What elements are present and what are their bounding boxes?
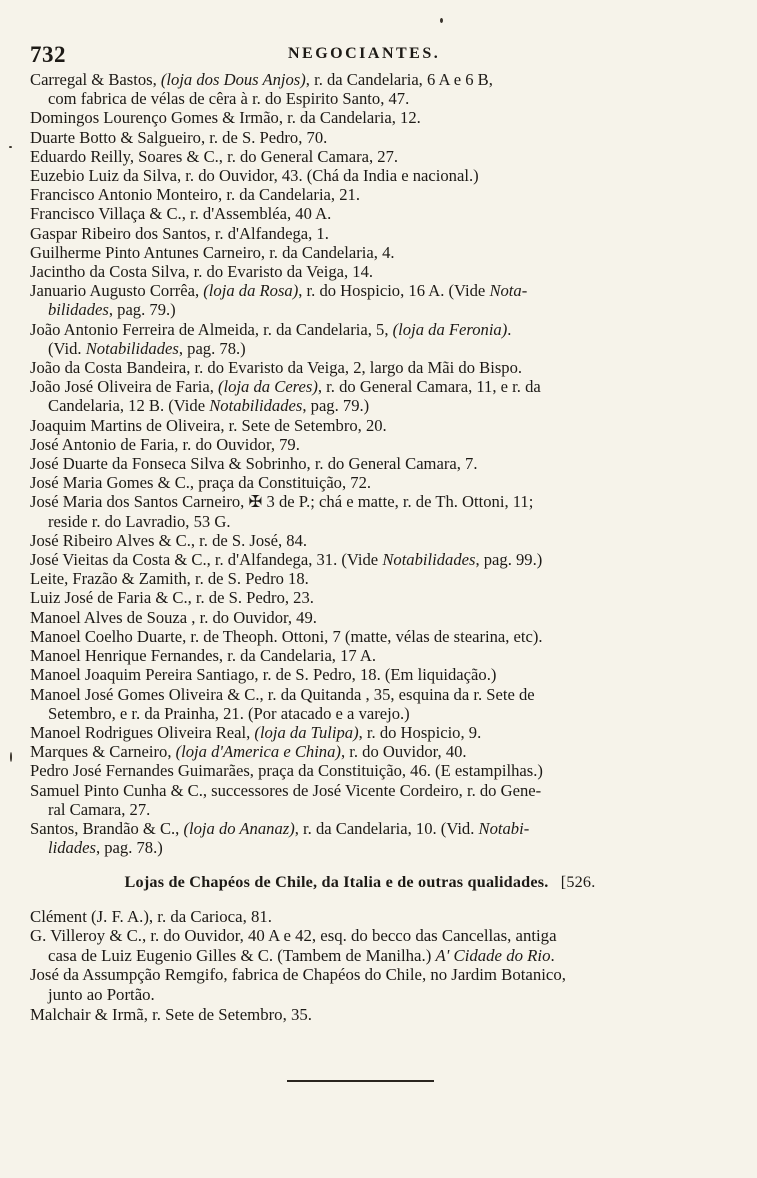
entry-italic-text: (loja dos Dous Anjos) (160, 70, 306, 89)
entry-line (30, 1005, 690, 1025)
entry-text: Clément (J. F. A.), r. da Carioca, 81. (30, 906, 272, 926)
page-header (30, 42, 690, 68)
entry-line (30, 396, 690, 415)
entry-line (30, 320, 690, 339)
entry-line (30, 128, 690, 147)
entry-line (30, 416, 690, 435)
entry-line (30, 147, 690, 166)
entry-line (30, 723, 690, 742)
entry-text: Santos, Brandão & C., (30, 818, 184, 838)
entry-text: Euzebio Luiz da Silva, r. do Ouvidor, 43. (Chá da India e nacional.) (30, 166, 479, 186)
directory-listing (30, 70, 690, 1024)
entry-text: G. Villeroy & C., r. do Ouvidor, 40 A e 42, esq. do becco das Cancellas, antiga (30, 926, 557, 946)
entry-text: , r. do Hospicio, 16 A. (Vide (298, 281, 490, 301)
ink-speck (440, 18, 443, 23)
entry-line (30, 985, 690, 1005)
entry-text: Guilherme Pinto Antunes Carneiro, r. da Candelaria, 4. (30, 242, 395, 262)
entry-line (30, 89, 690, 108)
entry-italic-text: (loja da Ceres) (218, 377, 318, 397)
entry-text: Carregal & Bastos, (30, 70, 161, 89)
entry-text: Manoel Alves de Souza , r. do Ouvidor, 49. (30, 607, 317, 627)
entry-line (30, 281, 690, 300)
section-number: [526. (560, 873, 596, 892)
entry-line (30, 224, 690, 243)
entry-italic-text: (loja do Ananaz) (183, 818, 295, 838)
entry-text: José Maria dos Santos Carneiro, ✠ 3 de P.; chá e matte, r. de Th. Ottoni, 11; (30, 492, 534, 512)
entry-text: José Maria Gomes & C., praça da Constituição, 72. (30, 473, 372, 493)
entry-line (30, 907, 690, 927)
entry-text: João da Costa Bandeira, r. do Evaristo da Veiga, 2, largo da Mãi do Bispo. (30, 358, 523, 378)
entry-text: José da Assumpção Remgifo, fabrica de Chapéos do Chile, no Jardim Botanico, (30, 965, 566, 985)
entry-line (30, 646, 690, 665)
entry-text: , pag. 99.) (475, 550, 543, 570)
entry-text: , pag. 78.) (178, 338, 246, 358)
hat-shop-list (30, 907, 690, 1025)
entry-line (30, 473, 690, 492)
entry-line (30, 550, 690, 569)
entry-text: José Duarte da Fonseca Silva & Sobrinho, r. do General Camara, 7. (30, 454, 478, 474)
entry-italic-text: (loja da Tulipa) (254, 722, 359, 742)
ink-speck (9, 146, 12, 148)
entry-text: ral Camara, 27. (48, 799, 151, 819)
entry-text: Candelaria, 12 B. (Vide (48, 396, 210, 416)
entry-italic-text: lidades (48, 838, 96, 858)
entry-text: Francisco Villaça & C., r. d'Assembléa, 40 A. (30, 204, 332, 224)
entry-line (30, 627, 690, 646)
entry-line (30, 531, 690, 550)
entry-line (30, 204, 690, 223)
entry-line (30, 800, 690, 819)
running-head: NEGOCIANTES. (288, 45, 441, 62)
section-title: Lojas de Chapéos de Chile, da Italia e de outras qualidades. (124, 873, 549, 892)
entry-italic-text: (loja d'America e China) (175, 742, 341, 762)
entry-text: reside r. do Lavradio, 53 G. (48, 511, 231, 531)
entry-text: com fabrica de vélas de cêra à r. do Espirito Santo, 47. (48, 89, 410, 109)
entry-text: José Ribeiro Alves & C., r. de S. José, 84. (30, 530, 308, 550)
section-heading (30, 873, 690, 892)
entry-text: Pedro José Fernandes Guimarães, praça da Constituição, 46. (E estampilhas.) (30, 761, 543, 781)
entry-line (30, 665, 690, 684)
page-number: 732 (30, 42, 66, 67)
entry-text: , r. do Ouvidor, 40. (340, 742, 467, 762)
entry-line (30, 166, 690, 185)
entry-italic-text: Nota- (489, 281, 528, 301)
entry-text: , pag. 79.) (302, 396, 370, 416)
entry-line (30, 685, 690, 704)
entry-line (30, 492, 690, 511)
entry-text: , r. do Hospicio, 9. (358, 722, 482, 742)
entry-italic-text: Notabilidades (382, 550, 476, 570)
entry-line (30, 70, 690, 89)
entry-italic-text: (loja da Feronia) (392, 319, 508, 339)
entry-line (30, 300, 690, 319)
entry-line (30, 512, 690, 531)
entry-italic-text: Notabi- (478, 818, 530, 838)
entry-line (30, 358, 690, 377)
entry-line (30, 185, 690, 204)
entry-text: Manoel Coelho Duarte, r. de Theoph. Ottoni, 7 (matte, vélas de stearina, etc). (30, 626, 543, 646)
entry-text: , r. do General Camara, 11, e r. da (317, 377, 541, 397)
entry-text: Malchair & Irmã, r. Sete de Setembro, 35. (30, 1004, 312, 1024)
entry-italic-text: A' Cidade do Rio (435, 945, 551, 965)
entry-text: Samuel Pinto Cunha & C., successores de José Vicente Cordeiro, r. do Gene- (30, 780, 542, 800)
entry-text: Gaspar Ribeiro dos Santos, r. d'Alfandega, 1. (30, 223, 329, 243)
entry-text: Eduardo Reilly, Soares & C., r. do General Camara, 27. (30, 146, 399, 166)
entry-line (30, 819, 690, 838)
entry-text: Marques & Carneiro, (30, 742, 176, 762)
entry-text: Francisco Antonio Monteiro, r. da Candelaria, 21. (30, 185, 360, 205)
entry-text: Manoel Joaquim Pereira Santiago, r. de S. Pedro, 18. (Em liquidação.) (30, 665, 497, 685)
merchant-list (30, 70, 690, 857)
entry-text: . (550, 945, 555, 965)
entry-line (30, 243, 690, 262)
entry-text: , r. da Candelaria, 10. (Vid. (294, 818, 479, 838)
entry-text: Manoel José Gomes Oliveira & C., r. da Quitanda , 35, esquina da r. Sete de (30, 684, 535, 704)
entry-line (30, 704, 690, 723)
entry-text: . (507, 319, 512, 339)
entry-italic-text: Notabilidades (85, 338, 179, 358)
entry-line (30, 454, 690, 473)
entry-line (30, 262, 690, 281)
entry-text: , pag. 78.) (95, 838, 163, 858)
entry-italic-text: (loja da Rosa) (203, 281, 299, 301)
entry-line (30, 377, 690, 396)
entry-text: João José Oliveira de Faria, (30, 377, 219, 397)
entry-text: junto ao Portão. (48, 984, 155, 1004)
entry-line (30, 781, 690, 800)
entry-text: José Vieitas da Costa & C., r. d'Alfandega, 31. (Vide (30, 550, 383, 570)
entry-line (30, 838, 690, 857)
entry-line (30, 946, 690, 966)
entry-text: , pag. 79.) (108, 300, 176, 320)
entry-line (30, 588, 690, 607)
entry-text: Duarte Botto & Salgueiro, r. de S. Pedro, 70. (30, 127, 328, 147)
entry-line (30, 339, 690, 358)
entry-italic-text: Notabilidades (209, 396, 303, 416)
entry-text: Manoel Henrique Fernandes, r. da Candelaria, 17 A. (30, 646, 377, 666)
entry-line (30, 761, 690, 780)
entry-text: Joaquim Martins de Oliveira, r. Sete de Setembro, 20. (30, 415, 387, 435)
entry-text: Leite, Frazão & Zamith, r. de S. Pedro 18. (30, 569, 309, 589)
entry-line (30, 435, 690, 454)
entry-text: Domingos Lourenço Gomes & Irmão, r. da Candelaria, 12. (30, 108, 421, 128)
entry-text: casa de Luiz Eugenio Gilles & C. (Tambem de Manilha.) (48, 945, 436, 965)
entry-text: Jacintho da Costa Silva, r. do Evaristo da Veiga, 14. (30, 262, 374, 282)
entry-line (30, 608, 690, 627)
entry-line (30, 965, 690, 985)
entry-text: (Vid. (48, 338, 86, 358)
entry-text: Setembro, e r. da Prainha, 21. (Por atacado e a varejo.) (48, 703, 410, 723)
closing-rule (287, 1080, 434, 1082)
entry-line (30, 108, 690, 127)
ink-speck (10, 752, 12, 762)
entry-text: , r. da Candelaria, 6 A e 6 B, (305, 70, 493, 89)
entry-text: Manoel Rodrigues Oliveira Real, (30, 722, 255, 742)
entry-text: Luiz José de Faria & C., r. de S. Pedro, 23. (30, 588, 314, 608)
entry-line (30, 569, 690, 588)
entry-line (30, 926, 690, 946)
entry-line (30, 742, 690, 761)
entry-italic-text: bilidades (48, 300, 109, 320)
entry-text: José Antonio de Faria, r. do Ouvidor, 79. (30, 434, 300, 454)
entry-text: Januario Augusto Corrêa, (30, 281, 204, 301)
entry-text: João Antonio Ferreira de Almeida, r. da Candelaria, 5, (30, 319, 393, 339)
